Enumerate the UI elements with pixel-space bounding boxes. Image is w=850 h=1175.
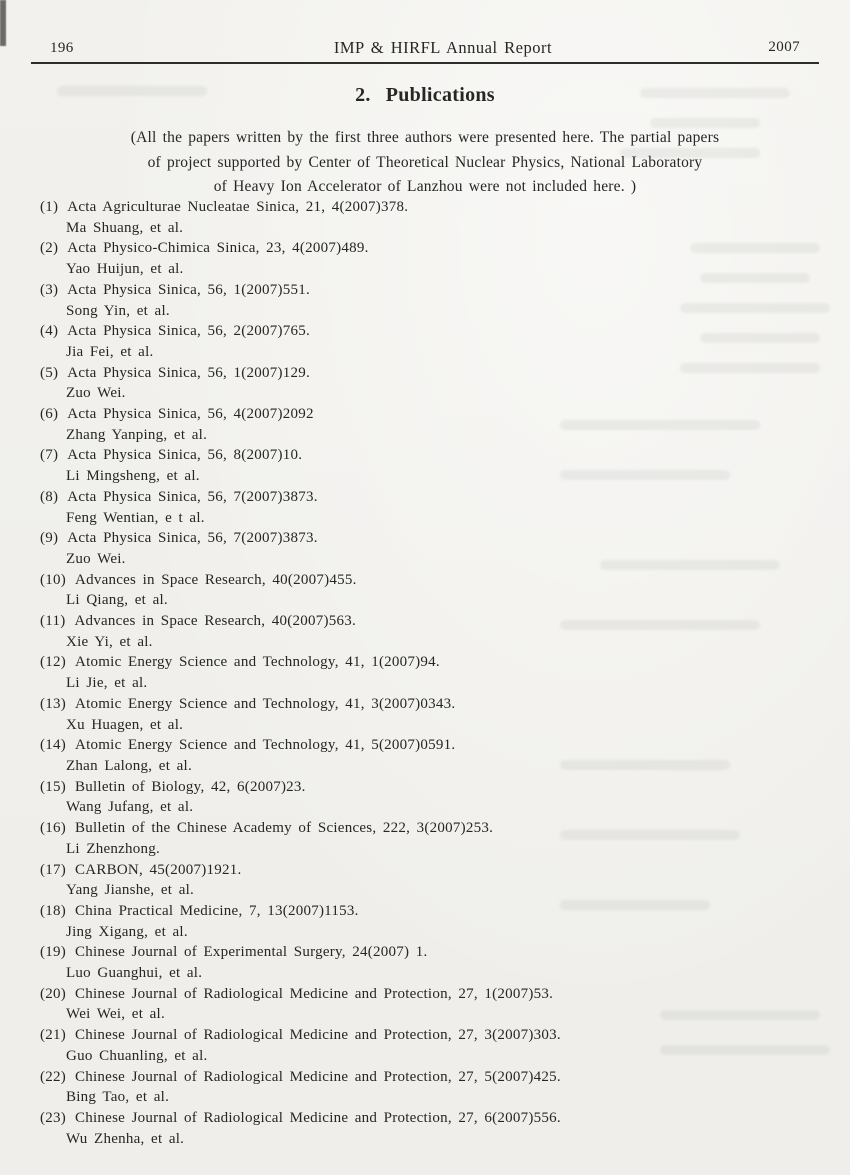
publication-item	[40, 487, 830, 528]
publication-number: (18)	[40, 902, 66, 919]
citation-line	[40, 860, 830, 881]
publication-citation: Chinese Journal of Radiological Medicine and Protection, 27, 5(2007)425.	[75, 1068, 561, 1085]
citation-line	[40, 528, 830, 549]
publication-number: (16)	[40, 820, 66, 837]
publication-number: (22)	[40, 1068, 66, 1085]
publication-citation: Acta Physica Sinica, 56, 8(2007)10.	[67, 447, 303, 464]
citation-line	[40, 735, 830, 756]
publication-number: (4)	[40, 323, 59, 340]
publication-item	[40, 694, 830, 735]
citation-line	[40, 694, 830, 715]
publication-citation: Acta Physica Sinica, 56, 4(2007)2092	[67, 406, 314, 423]
publication-citation: Bulletin of Biology, 42, 6(2007)23.	[75, 778, 306, 795]
publication-authors: Zhan Lalong, et al.	[66, 757, 192, 774]
publication-item	[40, 321, 830, 362]
publication-number: (2)	[40, 240, 59, 257]
publication-authors: Feng Wentian, e t al.	[66, 509, 205, 526]
publication-item	[40, 901, 830, 942]
citation-line	[40, 404, 830, 425]
publication-number: (14)	[40, 737, 66, 754]
publication-number: (17)	[40, 861, 66, 878]
publication-item	[40, 363, 830, 404]
publication-authors: Li Mingsheng, et al.	[66, 468, 200, 485]
running-header	[48, 38, 802, 60]
citation-line	[40, 445, 830, 466]
intro-line: of project supported by Center of Theoretical Nuclear Physics, National Laboratory	[147, 153, 703, 171]
citation-line	[40, 984, 830, 1005]
publication-authors: Li Jie, et al.	[66, 675, 148, 692]
publication-item	[40, 1108, 830, 1149]
publication-citation: Bulletin of the Chinese Academy of Sciences, 222, 3(2007)253.	[75, 820, 494, 837]
publication-item	[40, 735, 830, 776]
section-heading	[0, 84, 850, 107]
citation-line	[40, 197, 830, 218]
publication-item	[40, 404, 830, 445]
publication-authors: Ma Shuang, et al.	[66, 219, 184, 236]
publication-citation: Acta Physico-Chimica Sinica, 23, 4(2007)489.	[67, 240, 369, 257]
header-rule	[31, 62, 819, 64]
publication-item	[40, 1067, 830, 1108]
publication-citation: Chinese Journal of Radiological Medicine and Protection, 27, 3(2007)303.	[75, 1027, 561, 1044]
publication-number: (3)	[40, 281, 59, 298]
publication-authors: Zuo Wei.	[66, 550, 126, 567]
publication-authors: Guo Chuanling, et al.	[66, 1047, 208, 1064]
citation-line	[40, 570, 830, 591]
publication-citation: Chinese Journal of Experimental Surgery, 24(2007) 1.	[75, 944, 428, 961]
publication-authors: Song Yin, et al.	[66, 302, 170, 319]
publication-item	[40, 445, 830, 486]
citation-line	[40, 321, 830, 342]
publication-authors: Wei Wei, et al.	[66, 1006, 165, 1023]
publication-list	[40, 197, 830, 1149]
intro-paragraph	[40, 126, 810, 200]
publication-number: (5)	[40, 364, 59, 381]
publication-citation: Acta Physica Sinica, 56, 7(2007)3873.	[67, 488, 318, 505]
publication-authors: Zhang Yanping, et al.	[66, 426, 208, 443]
publication-number: (11)	[40, 613, 66, 630]
citation-line	[40, 901, 830, 922]
citation-line	[40, 280, 830, 301]
publication-citation: Advances in Space Research, 40(2007)455.	[75, 571, 357, 588]
publication-item	[40, 238, 830, 279]
publication-authors: Wu Zhenha, et al.	[66, 1130, 185, 1147]
citation-line	[40, 487, 830, 508]
publication-citation: Atomic Energy Science and Technology, 41, 1(2007)94.	[75, 654, 440, 671]
publication-number: (19)	[40, 944, 66, 961]
publication-item	[40, 280, 830, 321]
publication-number: (21)	[40, 1027, 66, 1044]
page-number: 196	[50, 40, 74, 56]
publication-authors: Jia Fei, et al.	[66, 343, 154, 360]
citation-line	[40, 363, 830, 384]
publication-citation: Acta Agriculturae Nucleatae Sinica, 21, 4(2007)378.	[67, 199, 409, 215]
publication-number: (1)	[40, 199, 59, 215]
publication-authors: Xie Yi, et al.	[66, 633, 153, 650]
section-number: 2.	[355, 84, 371, 106]
publication-authors: Li Zhenzhong.	[66, 840, 161, 857]
publication-item	[40, 860, 830, 901]
intro-line: of Heavy Ion Accelerator of Lanzhou were not included here. )	[213, 178, 637, 195]
report-year: 2007	[768, 39, 800, 55]
section-title-text: Publications	[385, 84, 495, 106]
publication-number: (9)	[40, 530, 59, 547]
report-title: IMP & HIRFL Annual Report	[333, 38, 553, 57]
citation-line	[40, 1108, 830, 1129]
publication-citation: Atomic Energy Science and Technology, 41, 3(2007)0343.	[75, 695, 456, 712]
publication-citation: Chinese Journal of Radiological Medicine and Protection, 27, 6(2007)556.	[75, 1109, 561, 1126]
publication-item	[40, 611, 830, 652]
publication-citation: Advances in Space Research, 40(2007)563.	[74, 613, 357, 630]
scan-edge-artifact	[0, 0, 6, 46]
publication-item	[40, 1025, 830, 1066]
publication-item	[40, 570, 830, 611]
citation-line	[40, 942, 830, 963]
citation-line	[40, 611, 830, 632]
publication-number: (20)	[40, 985, 66, 1002]
publication-number: (8)	[40, 488, 59, 505]
publication-citation: Acta Physica Sinica, 56, 7(2007)3873.	[67, 530, 318, 547]
publication-number: (12)	[40, 654, 66, 671]
publication-authors: Wang Jufang, et al.	[66, 799, 194, 816]
publication-citation: CARBON, 45(2007)1921.	[75, 861, 242, 878]
citation-line	[40, 238, 830, 259]
citation-line	[40, 1067, 830, 1088]
publication-item	[40, 777, 830, 818]
publication-citation: Chinese Journal of Radiological Medicine and Protection, 27, 1(2007)53.	[75, 985, 554, 1002]
publication-number: (6)	[40, 406, 59, 423]
publication-number: (13)	[40, 695, 66, 712]
publication-authors: Yao Huijun, et al.	[66, 261, 184, 278]
publication-authors: Luo Guanghui, et al.	[66, 965, 203, 982]
publication-authors: Xu Huagen, et al.	[66, 716, 184, 733]
publication-item	[40, 984, 830, 1025]
publication-authors: Bing Tao, et al.	[66, 1089, 170, 1106]
citation-line	[40, 1025, 830, 1046]
publication-number: (23)	[40, 1109, 66, 1126]
publication-authors: Jing Xigang, et al.	[66, 923, 188, 940]
citation-line	[40, 777, 830, 798]
publication-item	[40, 652, 830, 693]
publication-number: (15)	[40, 778, 66, 795]
citation-line	[40, 652, 830, 673]
publication-number: (7)	[40, 447, 59, 464]
publication-item	[40, 818, 830, 859]
publication-item	[40, 197, 830, 238]
citation-line	[40, 818, 830, 839]
publication-item	[40, 528, 830, 569]
publication-citation: Acta Physica Sinica, 56, 1(2007)551.	[67, 281, 310, 298]
publication-number: (10)	[40, 571, 66, 588]
publication-item	[40, 942, 830, 983]
publication-citation: Acta Physica Sinica, 56, 2(2007)765.	[67, 323, 310, 340]
publication-authors: Li Qiang, et al.	[66, 592, 168, 609]
publication-authors: Yang Jianshe, et al.	[66, 882, 195, 899]
publication-citation: Acta Physica Sinica, 56, 1(2007)129.	[67, 364, 310, 381]
publication-citation: Atomic Energy Science and Technology, 41, 5(2007)0591.	[75, 737, 456, 754]
publication-citation: China Practical Medicine, 7, 13(2007)1153.	[75, 902, 359, 919]
publication-authors: Zuo Wei.	[66, 385, 126, 402]
intro-line: (All the papers written by the first three authors were presented here. The partial papers	[130, 129, 720, 146]
